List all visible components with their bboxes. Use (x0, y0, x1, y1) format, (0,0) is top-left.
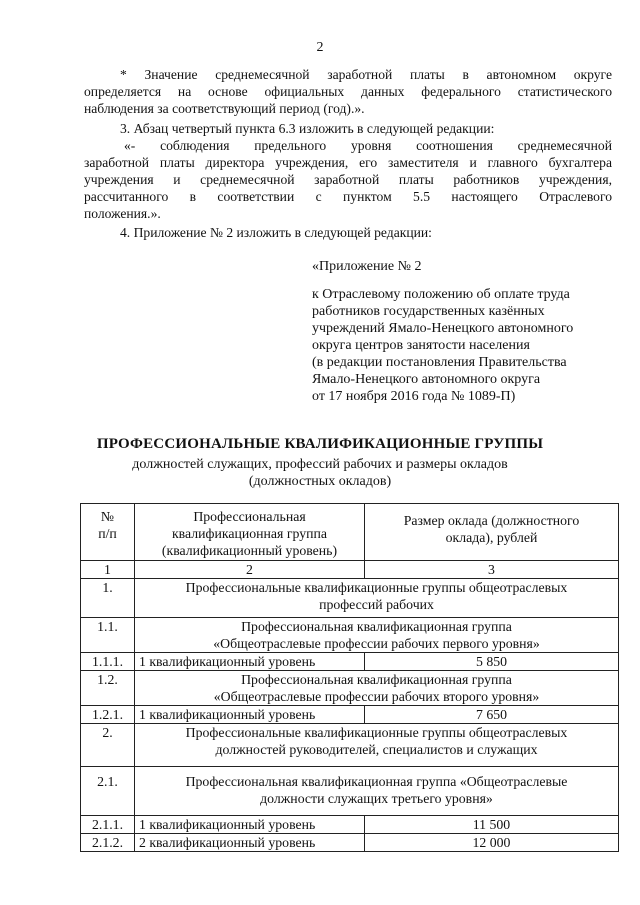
group-title (135, 618, 619, 653)
group-line: Профессиональная квалификационная группа (241, 672, 512, 687)
table-row (81, 579, 619, 618)
appendix-line: от 17 ноября 2016 года № 1089-П) (312, 389, 516, 404)
salary-value: 5 850 (365, 653, 619, 671)
text-line: рассчитанного в соответствии с пунктом 5.5 настоящего Отраслевого (84, 189, 612, 204)
page-number: 2 (316, 40, 324, 55)
table-row (81, 653, 619, 671)
document-subtitle (0, 456, 640, 490)
text-line: определяется на основе официальных данных федерального статистического (84, 84, 612, 99)
appendix-heading: «Приложение № 2 (312, 259, 422, 274)
group-line: должностей руководителей, специалистов и служащих (215, 742, 538, 757)
text-line: * Значение среднемесячной заработной платы в автономном округе (120, 67, 612, 82)
paragraph-quote (84, 137, 612, 222)
group-line: «Общеотраслевые профессии рабочих первого уровня» (213, 636, 540, 651)
appendix-line: работников государственных казённых (312, 304, 545, 319)
text-line: наблюдения за соответствующий период (год).». (84, 101, 365, 116)
group-line: Профессиональная квалификационная группа (241, 619, 512, 634)
appendix-note (312, 286, 612, 405)
text-line: заработной платы директора учреждения, его заместителя и главного бухгалтера (84, 155, 612, 170)
table-row (81, 816, 619, 834)
group-line: профессий рабочих (319, 597, 434, 612)
salary-value: 11 500 (365, 816, 619, 834)
table-row (81, 671, 619, 706)
text-line: 4. Приложение № 2 изложить в следующей редакции: (120, 225, 432, 240)
qualification-level: 1 квалификационный уровень (135, 706, 365, 724)
qualification-level: 2 квалификационный уровень (135, 834, 365, 852)
header-line: № (100, 509, 115, 524)
table-header-row (81, 504, 619, 561)
column-number: 1 (81, 561, 135, 579)
appendix-line: Ямало-Ненецкого автономного округа (312, 372, 541, 387)
qualification-level: 1 квалификационный уровень (135, 653, 365, 671)
subtitle-line: должностей служащих, профессий рабочих и размеры окладов (132, 457, 508, 472)
appendix-line: (в редакции постановления Правительства (312, 355, 567, 370)
group-line: Профессиональная квалификационная группа «Общеотраслевые (185, 774, 568, 789)
header-salary (365, 504, 619, 561)
column-number: 3 (365, 561, 619, 579)
group-line: Профессиональные квалификационные группы общеотраслевых (185, 580, 568, 595)
header-line: Размер оклада (должностного (403, 513, 580, 528)
column-number-row (81, 561, 619, 579)
row-number: 1.2. (81, 671, 135, 706)
group-title (135, 579, 619, 618)
row-number: 2.1.2. (81, 834, 135, 852)
salary-value: 7 650 (365, 706, 619, 724)
table-row (81, 834, 619, 852)
column-number: 2 (135, 561, 365, 579)
subtitle-line: (должностных окладов) (248, 474, 392, 489)
salary-table (80, 503, 619, 852)
appendix-line: округа центров занятости населения (312, 338, 530, 353)
appendix-line: к Отраслевому положению об оплате труда (312, 287, 570, 302)
text-line: учреждения и среднемесячной заработной платы работников учреждения, (84, 172, 612, 187)
header-line: Профессиональная (193, 509, 306, 524)
text-line: 3. Абзац четвертый пункта 6.3 изложить в следующей редакции: (120, 121, 495, 136)
row-number: 2.1.1. (81, 816, 135, 834)
row-number: 1.1.1. (81, 653, 135, 671)
header-line: квалификационная группа (171, 526, 327, 541)
text-line: положения.». (84, 206, 161, 221)
header-group (135, 504, 365, 561)
row-number: 2.1. (81, 767, 135, 816)
table-row (81, 618, 619, 653)
row-number: 1. (81, 579, 135, 618)
group-line: должности служащих третьего уровня» (260, 791, 493, 806)
appendix-line: учреждений Ямало-Ненецкого автономного (312, 321, 574, 336)
group-line: «Общеотраслевые профессии рабочих второго уровня» (213, 689, 540, 704)
row-number: 1.2.1. (81, 706, 135, 724)
paragraph-item-3 (120, 120, 612, 137)
text-line: «- соблюдения предельного уровня соотношения среднемесячной (124, 138, 612, 153)
table-row (81, 767, 619, 816)
qualification-level: 1 квалификационный уровень (135, 816, 365, 834)
header-line: оклада), рублей (445, 530, 538, 545)
group-title (135, 724, 619, 767)
group-line: Профессиональные квалификационные группы общеотраслевых (185, 725, 568, 740)
row-number: 1.1. (81, 618, 135, 653)
header-line: п/п (98, 526, 117, 541)
table-row (81, 706, 619, 724)
header-line: (квалификационный уровень) (161, 543, 338, 558)
row-number: 2. (81, 724, 135, 767)
group-title (135, 767, 619, 816)
paragraph-footnote (84, 66, 612, 117)
group-title (135, 671, 619, 706)
table-row (81, 724, 619, 767)
header-number (81, 504, 135, 561)
document-title: ПРОФЕССИОНАЛЬНЫЕ КВАЛИФИКАЦИОННЫЕ ГРУППЫ (96, 436, 544, 452)
paragraph-item-4 (120, 224, 612, 241)
salary-value: 12 000 (365, 834, 619, 852)
